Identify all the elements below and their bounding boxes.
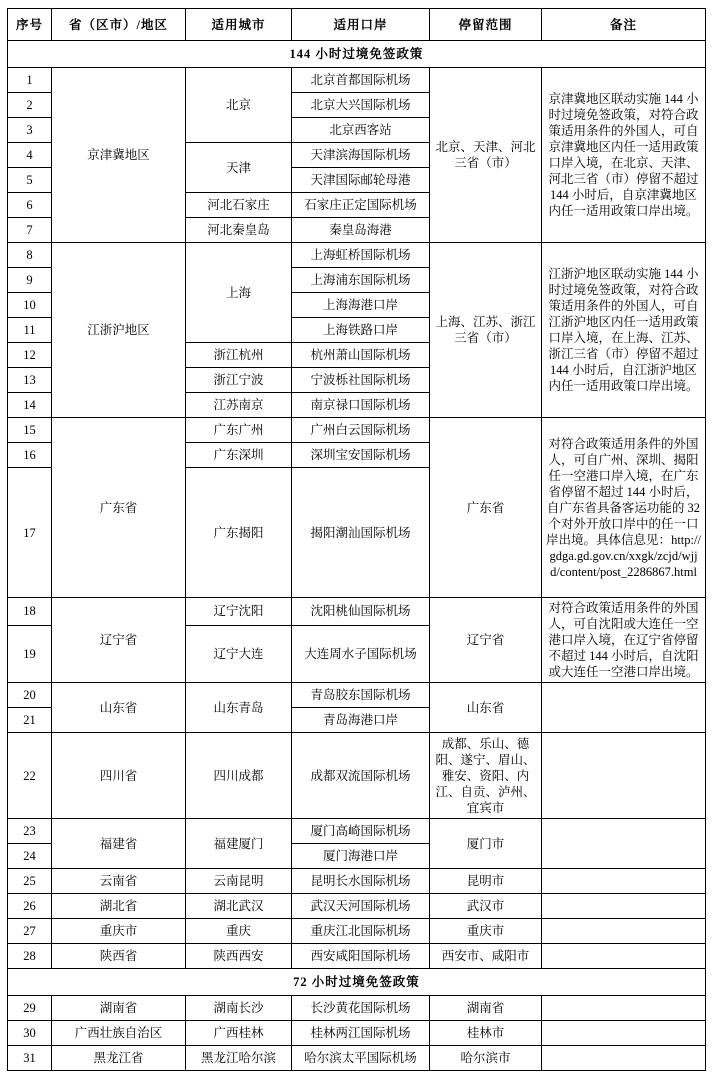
- port-name: 沈阳桃仙国际机场: [292, 598, 430, 626]
- note-jingjinji: 京津冀地区联动实施 144 小时过境免签政策，对符合政策适用条件的外国人，可自京津冀地区内任一适用政策口岸入境，在北京、天津、河北三省（市）停留不超过 144 小时后，自京津冀地区内任一适用政策口岸出境。: [542, 68, 706, 243]
- city-shanghai: 上海: [186, 243, 292, 343]
- row-no: 6: [8, 193, 52, 218]
- province-yunnan: 云南省: [52, 869, 186, 894]
- scope-chongqing: 重庆市: [430, 919, 542, 944]
- scope-guangxi: 桂林市: [430, 1021, 542, 1046]
- note-empty: [542, 683, 706, 733]
- province-guangxi: 广西壮族自治区: [52, 1021, 186, 1046]
- row-no: 12: [8, 343, 52, 368]
- row-no: 23: [8, 819, 52, 844]
- scope-fujian: 厦门市: [430, 819, 542, 869]
- city-sichuan-chengdu: 四川成都: [186, 733, 292, 819]
- header-cell-city: 适用城市: [186, 9, 292, 41]
- city-hebei-qinhuangdao: 河北秦皇岛: [186, 218, 292, 243]
- port-name: 上海海港口岸: [292, 293, 430, 318]
- row-no: 4: [8, 143, 52, 168]
- row-no: 13: [8, 368, 52, 393]
- row-no: 25: [8, 869, 52, 894]
- table-row: [8, 683, 706, 708]
- header-cell-scope: 停留范围: [430, 9, 542, 41]
- city-zhejiang-hangzhou: 浙江杭州: [186, 343, 292, 368]
- city-guangdong-guangzhou: 广东广州: [186, 418, 292, 443]
- row-no: 14: [8, 393, 52, 418]
- scope-hunan: 湖南省: [430, 996, 542, 1021]
- city-yunnan-kunming: 云南昆明: [186, 869, 292, 894]
- scope-jingjinji: 北京、天津、河北三省（市）: [430, 68, 542, 243]
- row-no: 3: [8, 118, 52, 143]
- note-empty: [542, 733, 706, 819]
- row-no: 8: [8, 243, 52, 268]
- scope-yunnan: 昆明市: [430, 869, 542, 894]
- row-no: 18: [8, 598, 52, 626]
- row-no: 2: [8, 93, 52, 118]
- table-row: [8, 1046, 706, 1071]
- header-cell-note: 备注: [542, 9, 706, 41]
- row-no: 17: [8, 468, 52, 598]
- port-name: 杭州萧山国际机场: [292, 343, 430, 368]
- port-name: 石家庄正定国际机场: [292, 193, 430, 218]
- row-no: 7: [8, 218, 52, 243]
- port-name: 天津国际邮轮母港: [292, 168, 430, 193]
- note-empty: [542, 1046, 706, 1071]
- table-row: [8, 944, 706, 969]
- note-empty: [542, 894, 706, 919]
- province-jingjinji: 京津冀地区: [52, 68, 186, 243]
- row-no: 11: [8, 318, 52, 343]
- scope-liaoning: 辽宁省: [430, 598, 542, 683]
- note-empty: [542, 1021, 706, 1046]
- row-no: 29: [8, 996, 52, 1021]
- table-row: [8, 996, 706, 1021]
- header-cell-port: 适用口岸: [292, 9, 430, 41]
- city-hunan-changsha: 湖南长沙: [186, 996, 292, 1021]
- city-shaanxi-xian: 陕西西安: [186, 944, 292, 969]
- row-no: 27: [8, 919, 52, 944]
- row-no: 28: [8, 944, 52, 969]
- province-heilongjiang: 黑龙江省: [52, 1046, 186, 1071]
- port-name: 哈尔滨太平国际机场: [292, 1046, 430, 1071]
- visa-policy-table: [7, 8, 706, 1071]
- port-name: 桂林两江国际机场: [292, 1021, 430, 1046]
- note-empty: [542, 996, 706, 1021]
- scope-heilongjiang: 哈尔滨市: [430, 1046, 542, 1071]
- city-liaoning-shenyang: 辽宁沈阳: [186, 598, 292, 626]
- section-label-144h: 144 小时过境免签政策: [8, 41, 706, 68]
- row-no: 1: [8, 68, 52, 93]
- port-name: 北京大兴国际机场: [292, 93, 430, 118]
- port-name: 武汉天河国际机场: [292, 894, 430, 919]
- city-guangxi-guilin: 广西桂林: [186, 1021, 292, 1046]
- province-jiangzhehu: 江浙沪地区: [52, 243, 186, 418]
- scope-guangdong: 广东省: [430, 418, 542, 598]
- province-guangdong: 广东省: [52, 418, 186, 598]
- row-no: 30: [8, 1021, 52, 1046]
- province-chongqing: 重庆市: [52, 919, 186, 944]
- row-no: 9: [8, 268, 52, 293]
- province-sichuan: 四川省: [52, 733, 186, 819]
- port-name: 上海浦东国际机场: [292, 268, 430, 293]
- port-name: 厦门海港口岸: [292, 844, 430, 869]
- port-name: 上海铁路口岸: [292, 318, 430, 343]
- province-hunan: 湖南省: [52, 996, 186, 1021]
- note-liaoning: 对符合政策适用条件的外国人，可自沈阳或大连任一空港口岸入境，在辽宁省停留不超过 144 小时后，自沈阳或大连任一空港口岸出境。: [542, 598, 706, 683]
- city-shandong-qingdao: 山东青岛: [186, 683, 292, 733]
- province-fujian: 福建省: [52, 819, 186, 869]
- note-guangdong: [542, 418, 706, 598]
- city-hebei-shijiazhuang: 河北石家庄: [186, 193, 292, 218]
- row-no: 19: [8, 625, 52, 682]
- city-chongqing: 重庆: [186, 919, 292, 944]
- section-label-72h: 72 小时过境免签政策: [8, 969, 706, 996]
- city-guangdong-jieyang: 广东揭阳: [186, 468, 292, 598]
- note-empty: [542, 944, 706, 969]
- table-row: [8, 733, 706, 819]
- port-name: 昆明长水国际机场: [292, 869, 430, 894]
- table-row: [8, 819, 706, 844]
- port-name: 北京西客站: [292, 118, 430, 143]
- city-jiangsu-nanjing: 江苏南京: [186, 393, 292, 418]
- province-liaoning: 辽宁省: [52, 598, 186, 683]
- row-no: 24: [8, 844, 52, 869]
- note-empty: [542, 869, 706, 894]
- table-header-row: [8, 9, 706, 41]
- row-no: 21: [8, 708, 52, 733]
- city-hubei-wuhan: 湖北武汉: [186, 894, 292, 919]
- row-no: 15: [8, 418, 52, 443]
- scope-sichuan: 成都、乐山、德阳、遂宁、眉山、雅安、资阳、内江、自贡、泸州、宜宾市: [430, 733, 542, 819]
- port-name: 西安咸阳国际机场: [292, 944, 430, 969]
- port-name: 天津滨海国际机场: [292, 143, 430, 168]
- header-cell-no: 序号: [8, 9, 52, 41]
- port-name: 大连周水子国际机场: [292, 625, 430, 682]
- port-name: 上海虹桥国际机场: [292, 243, 430, 268]
- port-name: 南京禄口国际机场: [292, 393, 430, 418]
- port-name: 重庆江北国际机场: [292, 919, 430, 944]
- row-no: 5: [8, 168, 52, 193]
- section-row-72h: [8, 969, 706, 996]
- port-name: 深圳宝安国际机场: [292, 443, 430, 468]
- row-no: 31: [8, 1046, 52, 1071]
- scope-jiangzhehu: 上海、江苏、浙江三省（市）: [430, 243, 542, 418]
- scope-shandong: 山东省: [430, 683, 542, 733]
- note-empty: [542, 819, 706, 869]
- note-guangdong-text: 对符合政策适用条件的外国人，可自广州、深圳、揭阳任一空港口岸入境，在广东省停留不超过 144 小时后，自广东省具备客运功能的 32 个对外开放口岸中的任一口岸出境。具体信息见：: [546, 436, 701, 547]
- table-row: [8, 894, 706, 919]
- port-name: 成都双流国际机场: [292, 733, 430, 819]
- port-name: 青岛海港口岸: [292, 708, 430, 733]
- row-no: 26: [8, 894, 52, 919]
- note-guangdong-url: http://gdga.gd.gov.cn/xxgk/zcjd/wjjd/content/post_2286867.html: [549, 532, 701, 579]
- port-name: 北京首都国际机场: [292, 68, 430, 93]
- table-row: [8, 919, 706, 944]
- city-fujian-xiamen: 福建厦门: [186, 819, 292, 869]
- province-shaanxi: 陕西省: [52, 944, 186, 969]
- city-zhejiang-ningbo: 浙江宁波: [186, 368, 292, 393]
- city-heilongjiang-harbin: 黑龙江哈尔滨: [186, 1046, 292, 1071]
- scope-hubei: 武汉市: [430, 894, 542, 919]
- province-shandong: 山东省: [52, 683, 186, 733]
- table-row: [8, 869, 706, 894]
- port-name: 长沙黄花国际机场: [292, 996, 430, 1021]
- row-no: 10: [8, 293, 52, 318]
- row-no: 16: [8, 443, 52, 468]
- section-row-144h: [8, 41, 706, 68]
- port-name: 青岛胶东国际机场: [292, 683, 430, 708]
- city-beijing: 北京: [186, 68, 292, 143]
- port-name: 揭阳潮汕国际机场: [292, 468, 430, 598]
- port-name: 广州白云国际机场: [292, 418, 430, 443]
- province-hubei: 湖北省: [52, 894, 186, 919]
- header-cell-province: 省（区市）/地区: [52, 9, 186, 41]
- city-tianjin: 天津: [186, 143, 292, 193]
- row-no: 22: [8, 733, 52, 819]
- table-row: [8, 598, 706, 626]
- table-row: [8, 68, 706, 93]
- note-empty: [542, 919, 706, 944]
- table-row: [8, 418, 706, 443]
- table-row: [8, 1021, 706, 1046]
- port-name: 宁波栎社国际机场: [292, 368, 430, 393]
- table-row: [8, 243, 706, 268]
- port-name: 厦门高崎国际机场: [292, 819, 430, 844]
- row-no: 20: [8, 683, 52, 708]
- scope-shaanxi: 西安市、咸阳市: [430, 944, 542, 969]
- note-jiangzhehu: 江浙沪地区联动实施 144 小时过境免签政策，对符合政策适用条件的外国人，可自江浙沪地区内任一适用政策口岸入境，在上海、江苏、浙江三省（市）停留不超过 144 小时后，自江浙沪地区内任一适用政策口岸出境。: [542, 243, 706, 418]
- city-liaoning-dalian: 辽宁大连: [186, 625, 292, 682]
- port-name: 秦皇岛海港: [292, 218, 430, 243]
- city-guangdong-shenzhen: 广东深圳: [186, 443, 292, 468]
